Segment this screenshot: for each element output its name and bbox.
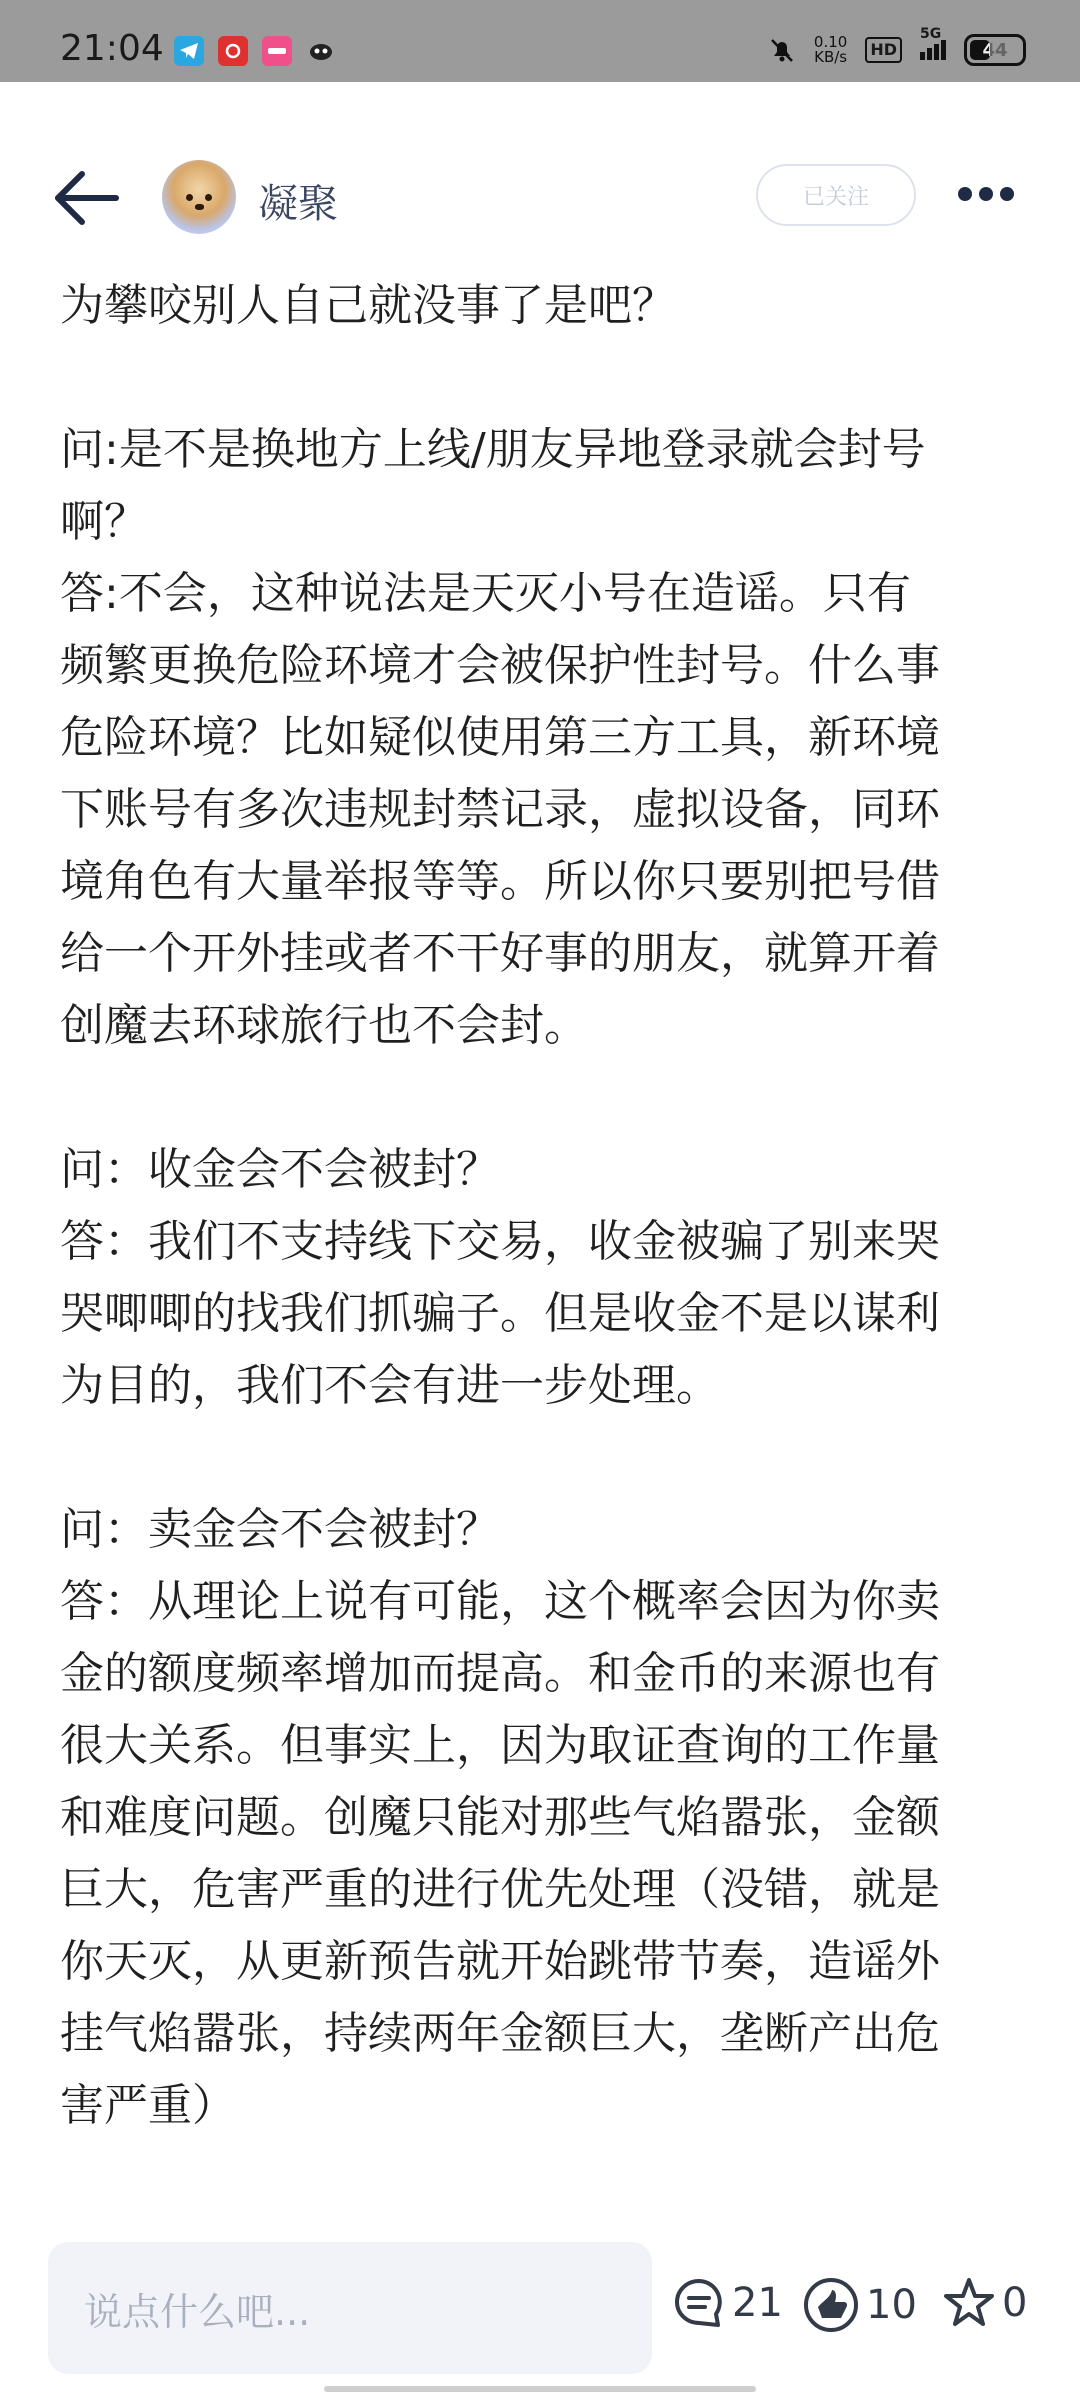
status-notification-icons — [174, 36, 336, 66]
network-speed-unit: KB/s — [814, 48, 848, 66]
more-dots-icon — [958, 187, 972, 201]
article-body — [60, 270, 1020, 2142]
telegram-app-icon — [174, 36, 204, 66]
post-header — [0, 142, 1080, 252]
battery-level: 44 — [982, 39, 1008, 61]
lofter-app-icon — [262, 36, 292, 66]
robot-app-icon — [306, 36, 336, 66]
article-paragraph: 为攀咬别人自己就没事了是吧？ — [60, 280, 676, 331]
hd-badge: HD — [865, 37, 902, 63]
favorite-button[interactable] — [942, 2276, 1027, 2330]
battery-icon — [964, 34, 1026, 66]
follow-button[interactable]: 已关注 — [756, 164, 916, 226]
back-button[interactable] — [52, 170, 122, 226]
like-button[interactable] — [802, 2276, 917, 2334]
comments-count: 21 — [732, 2280, 783, 2326]
comment-icon — [672, 2276, 726, 2330]
status-indicators — [768, 26, 1026, 66]
back-arrow-icon — [52, 170, 122, 226]
mute-bell-icon — [768, 36, 796, 64]
likes-count: 10 — [866, 2282, 917, 2328]
bottom-action-bar — [0, 2238, 1080, 2378]
comments-button[interactable] — [672, 2276, 783, 2330]
network-speed — [814, 35, 847, 65]
status-bar — [0, 0, 1080, 82]
more-options-button[interactable] — [958, 186, 1022, 210]
status-time: 21:04 — [60, 28, 164, 69]
like-icon — [802, 2276, 860, 2334]
comment-input[interactable]: 说点什么吧... — [48, 2242, 652, 2374]
star-icon — [942, 2276, 996, 2330]
article-paragraph: 问：收金会不会被封？ 答：我们不支持线下交易，收金被骗了别来哭 哭唧唧的找我们抓骗子。但是收金不是以谋利 为目的，我们不会有进一步处理。 — [60, 1144, 940, 1411]
signal-icon — [920, 26, 946, 60]
favorites-count: 0 — [1002, 2280, 1028, 2326]
article-paragraph: 问:是不是换地方上线/朋友异地登录就会封号 啊？ 答:不会，这种说法是天灭小号在造谣。只有 频繁更换危险环境才会被保护性封号。什么事 危险环境？比如疑似使用第三方工具，新环境 下账号有多次违规封禁记录，虚拟设备，同环 境角色有大量举报等等。所以你只要别把号借 给一个开外挂或者不干好事的朋友，就算开着 创魔去环球旅行也不会封。 — [60, 424, 940, 1051]
username[interactable]: 凝聚 — [258, 181, 338, 227]
netease-music-app-icon — [218, 36, 248, 66]
network-type: 5G — [920, 26, 942, 42]
article-paragraph: 问：卖金会不会被封？ 答：从理论上说有可能，这个概率会因为你卖 金的额度频率增加而提高。和金币的来源也有 很大关系。但事实上，因为取证查询的工作量 和难度问题。创魔只能对那些气焰嚣张，金额 巨大，危害严重的进行优先处理（没错，就是 你天灭，从更新预告就开始跳带节奏，造谣外 挂气焰嚣张，持续两年金额巨大，垄断产出危 害严重） — [60, 1504, 940, 2131]
avatar[interactable] — [162, 160, 236, 234]
home-indicator[interactable] — [324, 2386, 756, 2392]
network-speed-value: 0.10 — [813, 33, 848, 51]
